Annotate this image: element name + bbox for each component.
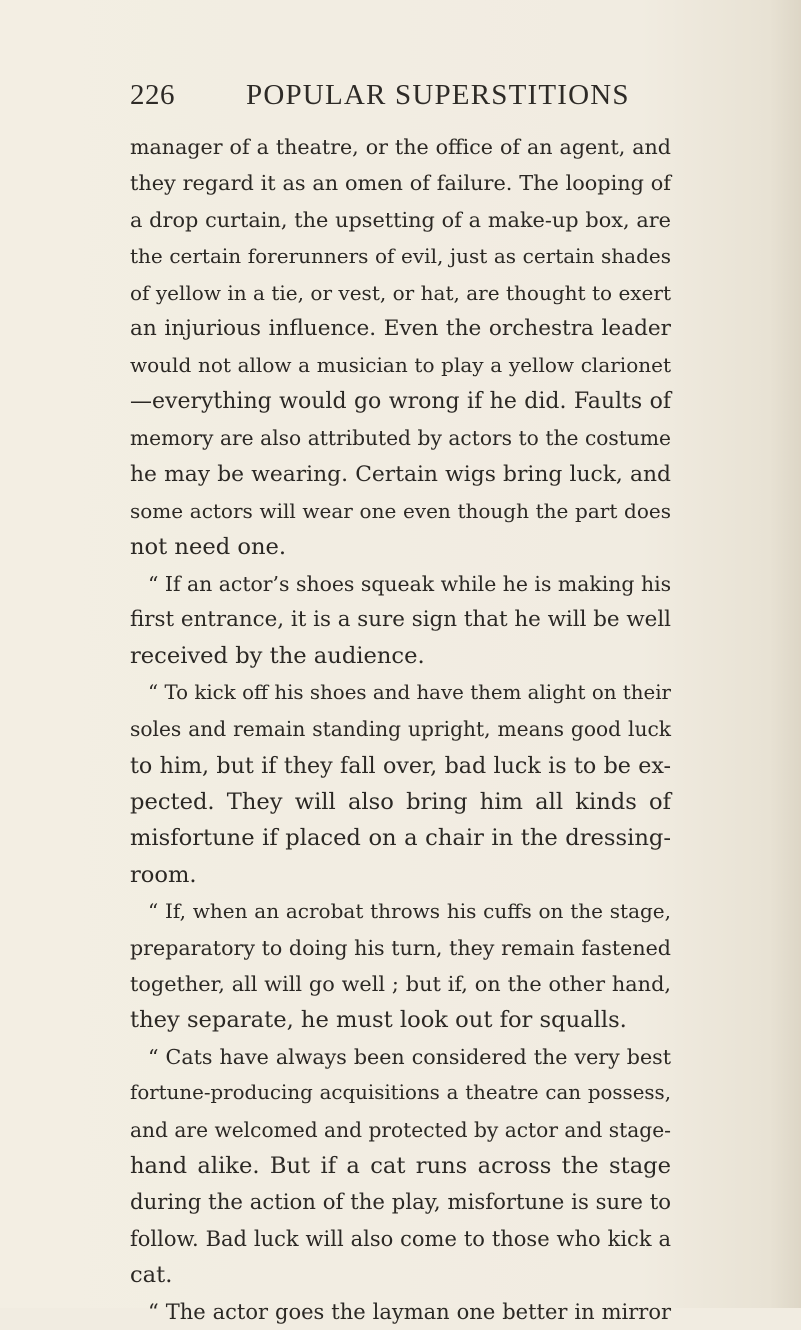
text-line: cat. — [130, 1262, 173, 1289]
text-line: room. — [130, 861, 197, 888]
text-line: received by the audience. — [130, 643, 425, 670]
text-line: —everything would go wrong if he did. Faults of — [130, 388, 671, 414]
text-line: some actors will wear one even though the part does — [130, 498, 671, 523]
text-line: preparatory to doing his turn, they remain fastened — [130, 935, 671, 960]
text-line: not need one. — [130, 534, 287, 561]
text-line: “ To kick off his shoes and have them alight on their — [148, 680, 671, 704]
text-line: “ The actor goes the layman one better in mirror — [148, 1299, 671, 1324]
text-line: soles and remain standing upright, means good luck — [130, 717, 671, 742]
text-line: they regard it as an omen of failure. The looping of — [130, 171, 671, 196]
text-line: of yellow in a tie, or vest, or hat, are thought to exert — [130, 280, 671, 305]
running-title: POPULAR SUPERSTITIONS — [246, 79, 630, 111]
text-line: a drop curtain, the upsetting of a make-up box, are — [130, 207, 671, 232]
text-line: would not allow a musician to play a yellow clarionet — [130, 353, 671, 378]
text-line: during the action of the play, misfortune is sure to — [130, 1189, 671, 1215]
page-number: 226 — [130, 79, 175, 111]
text-line: the certain forerunners of evil, just as certain shades — [130, 244, 671, 269]
text-line: manager of a theatre, or the office of an agent, and — [130, 135, 671, 159]
text-line: together, all will go well ; but if, on the other hand, — [130, 971, 671, 996]
page-header — [130, 79, 670, 119]
text-line: they separate, he must look out for squalls. — [130, 1007, 627, 1034]
text-line: “ If an actor’s shoes squeak while he is making his — [148, 571, 672, 596]
body-text — [130, 129, 671, 1330]
text-line: to him, but if they fall over, bad luck is to be ex- — [130, 752, 671, 779]
text-line: an injurious influence. Even the orchestra leader — [130, 315, 671, 341]
text-line: memory are also attributed by actors to the costume — [130, 426, 671, 451]
text-line: follow. Bad luck will also come to those who kick a — [130, 1226, 671, 1251]
text-line: pected. They will also bring him all kinds of — [130, 789, 671, 816]
text-line: first entrance, it is a sure sign that he will be well — [130, 607, 672, 633]
text-line: and are welcomed and protected by actor and stage- — [130, 1117, 671, 1142]
text-line: “ Cats have always been considered the very best — [148, 1044, 671, 1069]
text-line: hand alike. But if a cat runs across the stage — [130, 1152, 671, 1179]
text-line: fortune-producing acquisitions a theatre can possess, — [130, 1081, 671, 1105]
text-line: “ If, when an acrobat throws his cuffs on the stage, — [148, 899, 671, 924]
text-line: misfortune if placed on a chair in the dressing- — [130, 825, 671, 852]
text-line: he may be wearing. Certain wigs bring luck, and — [130, 461, 671, 487]
